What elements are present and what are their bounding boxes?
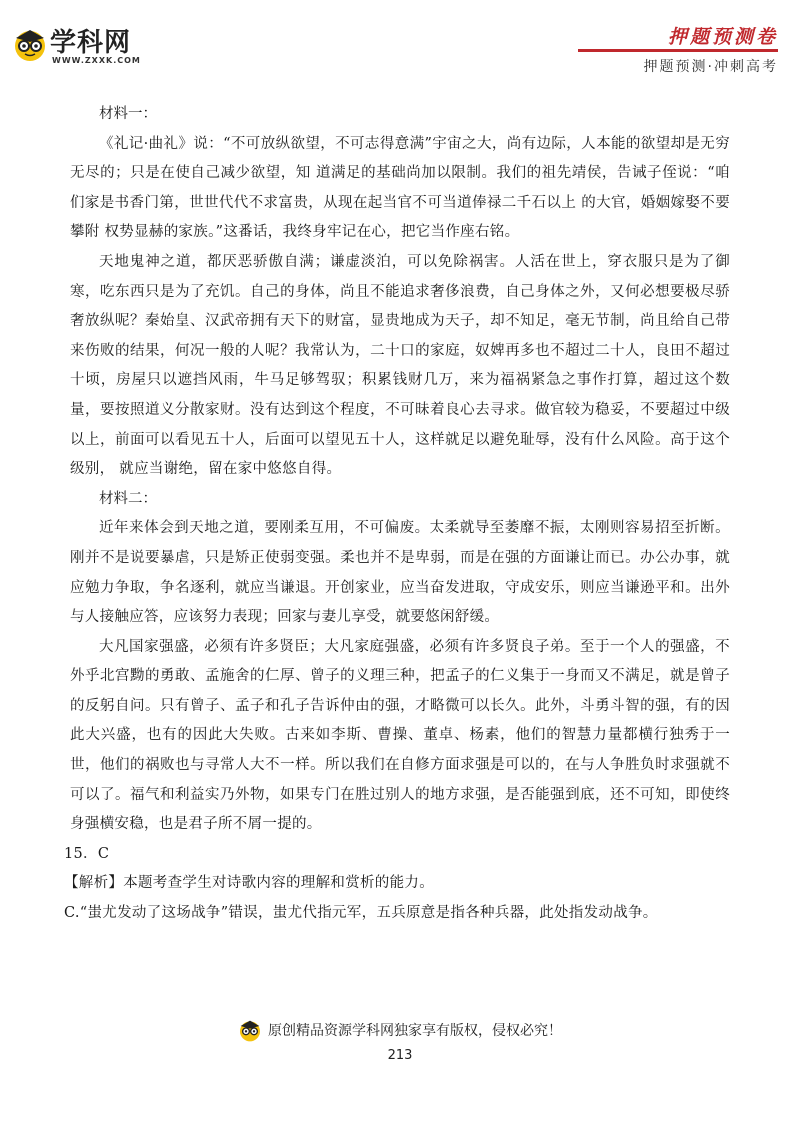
page-number: 213 [387, 1048, 413, 1063]
document-body [64, 100, 730, 929]
header-title-block [578, 22, 778, 82]
analysis-option-c: C.“蚩尤发动了这场战争”错误，蚩尤代指元军，五兵原意是指各种兵器，此处指发动战争。 [64, 905, 658, 922]
logo-text: 学科网 [50, 28, 132, 58]
material2-label: 材料二： [99, 490, 157, 507]
header-subtitle: 押题预测·冲刺高考 [643, 59, 778, 75]
header-title: 押题预测卷 [667, 26, 778, 48]
answer-line: 15．C [64, 845, 110, 862]
material2-paragraph-1: 近年来体会到天地之道，要刚柔互用，不可偏废。太柔就导至萎靡不振，太刚则容易招至折断。刚并不是说要暴虐，只是矫正使弱变强。柔也并不是卑弱，而是在强的方面谦让而已。办公办事，就应勉力争取，争名逐利，就应当谦退。开创家业，应当奋发进取，守成安乐，则应当谦逊平和。出外与人接触应答，应该努力表现；回家与妻儿享受，就要悠闲舒缓。 [70, 520, 730, 626]
material1-paragraph-1: 《礼记·曲礼》说：“不可放纵欲望，不可志得意满”宇宙之大，尚有边际，人本能的欲望却是无穷无尽的；只是在使自己减少欲望，知 道满足的基础尚加以限制。我们的祖先靖侯，告诫子侄说：“咱们家是书香门第，世世代代不求富贵，从现在起当官不可当道俸禄二千石以上 的大官，婚姻嫁娶不要攀附 权势显赫的家族。”这番话，我终身牢记在心，把它当作座右铭。 [70, 135, 730, 241]
page-footer [0, 1014, 800, 1074]
page-header [0, 0, 800, 90]
material1-paragraph-2: 天地鬼神之道，都厌恶骄傲自满；谦虚淡泊，可以免除祸害。人活在世上，穿衣服只是为了御寒，吃东西只是为了充饥。自己的身体，尚且不能追求奢侈浪费，自己身体之外，又何必想要极尽骄奢放纵呢？秦始皇、汉武帝拥有天下的财富，显贵地成为天子，却不知足，毫无节制，尚且给自己带来伤败的结果，何况一般的人呢？我常认为，二十口的家庭，奴婢再多也不超过二十人，良田不超过十顷，房屋只以遮挡风雨，牛马足够驾驭；积累钱财几万，来为福祸紧急之事作打算，超过这个数量，要按照道义分散家财。没有达到这个程度，不可昧着良心去寻求。做官较为稳妥，不要超过中级以上，前面可以看见五十人，后面可以望见五十人，这样就足以避免耻辱，没有什么风险。高于这个级别， 就应当谢绝，留在家中悠悠自得。 [70, 253, 730, 478]
logo-url: WWW.ZXXK.COM [52, 56, 141, 65]
material1-label: 材料一： [99, 106, 157, 122]
copyright-notice: 原创精品资源学科网独家享有版权，侵权必究！ [268, 1023, 562, 1039]
mascot-icon [238, 1018, 262, 1042]
header-divider [578, 49, 778, 52]
analysis-line: 【解析】本题考查学生对诗歌内容的理解和赏析的能力。 [64, 875, 434, 892]
mascot-icon [12, 26, 48, 62]
material2-paragraph-2: 大凡国家强盛，必须有许多贤臣；大凡家庭强盛，必须有许多贤良子弟。至于一个人的强盛，不外乎北宫黝的勇敢、孟施舍的仁厚、曾子的义理三种，把孟子的仁义集于一身而又不满足，就是曾子的反躬自问。只有曾子、孟子和孔子告诉仲由的强，才略微可以长久。此外，斗勇斗智的强，有的因此大兴盛，也有的因此大失败。古来如李斯、曹操、董卓、杨素，他们的智慧力量都横行独秀于一世，他们的祸败也与寻常人大不一样。所以我们在自修方面求强是可以的，在与人争胜负时求强就不可以了。福气和利益实乃外物，如果专门在胜过别人的地方求强，是否能强到底，还不可知，即使终身强横安稳，也是君子所不屑一提的。 [70, 638, 730, 833]
logo [12, 22, 192, 72]
